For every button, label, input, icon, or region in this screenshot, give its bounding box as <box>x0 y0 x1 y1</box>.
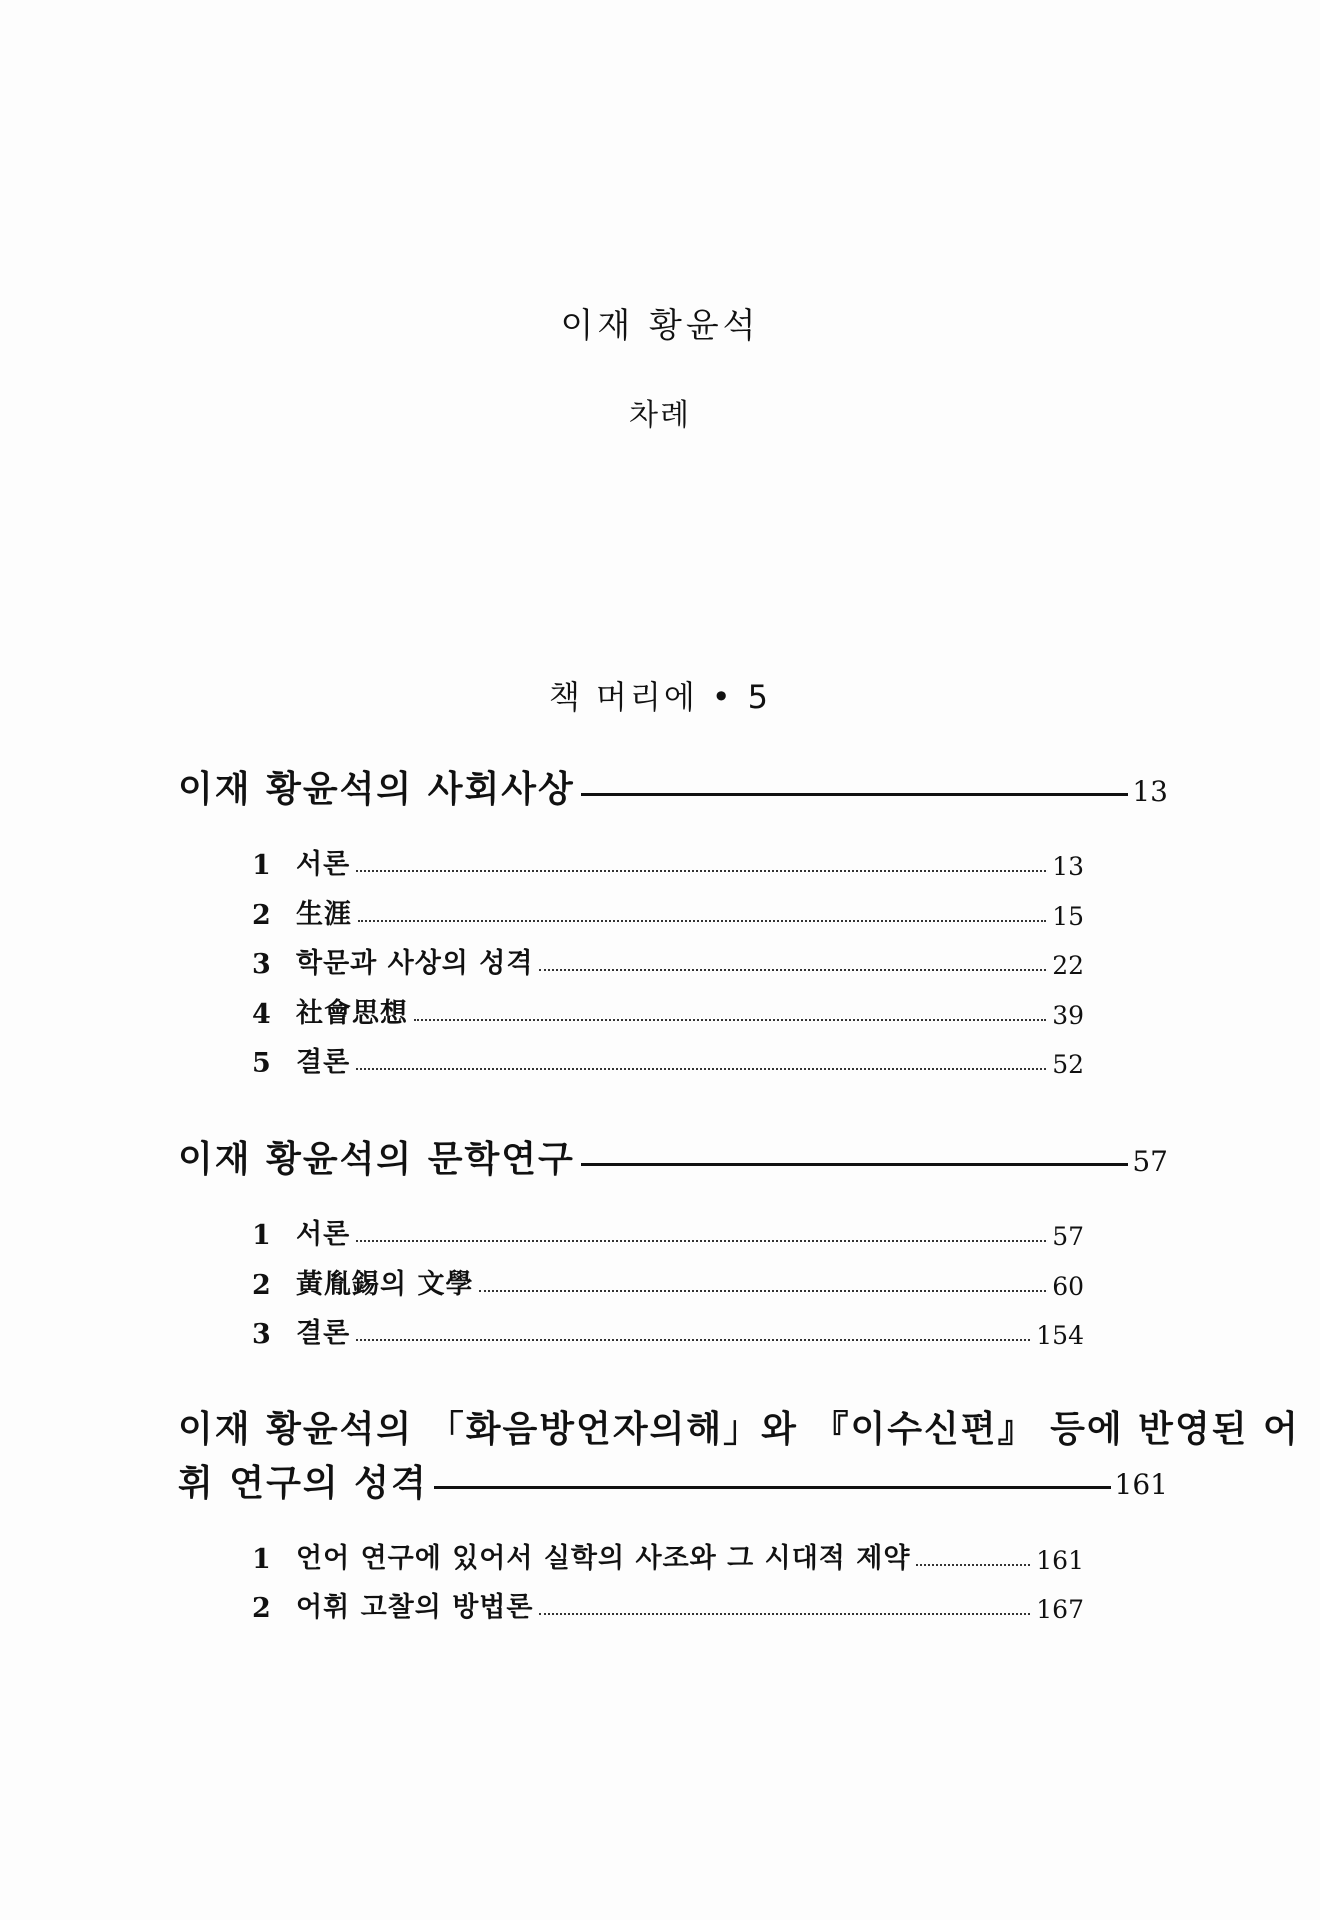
section-title-text: 이재 황윤석의 사회사상 <box>178 769 575 810</box>
entry-label: 언어 연구에 있어서 실학의 사조와 그 시대적 제약 <box>296 1542 911 1574</box>
toc-section-lexicon-study <box>178 1409 1300 1625</box>
toc-entry <box>252 980 1084 1030</box>
section-title-text: 이재 황윤석의 문학연구 <box>178 1139 575 1180</box>
toc-entry <box>252 1030 1084 1080</box>
toc-entry <box>252 1575 1084 1625</box>
toc-entry <box>252 1525 1084 1575</box>
entry-page: 52 <box>1052 1050 1084 1080</box>
toc-entry <box>252 1251 1084 1301</box>
entry-label: 社會思想 <box>296 997 408 1029</box>
entry-number: 5 <box>252 1048 271 1080</box>
dot-leader <box>414 1019 1046 1021</box>
dot-leader <box>356 1339 1030 1341</box>
entry-number: 2 <box>252 899 271 931</box>
entry-label: 生涯 <box>296 898 352 930</box>
section-page: 161 <box>1114 1468 1168 1502</box>
preface-page: 5 <box>747 678 772 716</box>
entry-page: 57 <box>1052 1222 1084 1252</box>
toc-entry <box>252 931 1084 981</box>
entry-page: 167 <box>1036 1595 1084 1625</box>
dot-leader <box>916 1564 1030 1566</box>
entry-label: 어휘 고찰의 방법론 <box>296 1592 534 1624</box>
toc-heading: 차례 <box>629 398 691 433</box>
preface-entry <box>0 672 1320 718</box>
entry-number: 1 <box>252 1220 271 1252</box>
entry-label: 결론 <box>296 1047 351 1079</box>
entry-label: 黃胤錫의 文學 <box>296 1268 474 1300</box>
section-title <box>178 770 1168 810</box>
section-entries <box>178 832 1084 1080</box>
dot-leader <box>358 920 1046 922</box>
book-title: 이재 황윤석 <box>560 306 760 346</box>
entry-page: 22 <box>1052 951 1084 981</box>
entry-label: 서론 <box>296 1219 351 1251</box>
toc-entry <box>252 1301 1084 1351</box>
dot-leader <box>356 1240 1046 1242</box>
dot-leader <box>479 1290 1046 1292</box>
entry-page: 154 <box>1036 1321 1084 1351</box>
section-entries <box>178 1202 1084 1351</box>
dot-leader <box>356 1068 1046 1070</box>
entry-number: 2 <box>252 1593 271 1625</box>
toc-section-literature <box>178 1140 1168 1350</box>
section-title <box>178 1140 1168 1180</box>
entry-label: 결론 <box>296 1318 351 1350</box>
dot-leader <box>356 870 1046 872</box>
toc-entry <box>252 1202 1084 1252</box>
entry-page: 60 <box>1052 1271 1084 1301</box>
section-page: 57 <box>1132 1144 1168 1178</box>
preface-separator: • <box>711 678 734 716</box>
entry-number: 2 <box>252 1269 271 1301</box>
leader-rule <box>581 793 1129 796</box>
entry-page: 161 <box>1036 1545 1084 1575</box>
entry-page: 13 <box>1052 852 1084 882</box>
section-page: 13 <box>1132 774 1168 808</box>
dot-leader <box>539 1613 1030 1615</box>
entry-number: 3 <box>252 949 271 981</box>
entry-page: 15 <box>1052 901 1084 931</box>
entry-number: 4 <box>252 998 271 1030</box>
leader-rule <box>581 1163 1129 1166</box>
entry-page: 39 <box>1052 1000 1084 1030</box>
entry-number: 1 <box>252 850 271 882</box>
entry-number: 3 <box>252 1319 271 1351</box>
toc-entry <box>252 832 1084 882</box>
toc-section-social-thought <box>178 770 1168 1079</box>
section-title-line1: 이재 황윤석의 「화음방언자의해」와 『이수신편』 등에 반영된 어 <box>178 1409 1300 1450</box>
entry-number: 1 <box>252 1543 271 1575</box>
leader-rule <box>434 1486 1111 1489</box>
toc-entry <box>252 881 1084 931</box>
entry-label: 학문과 사상의 성격 <box>296 948 534 980</box>
dot-leader <box>539 969 1046 971</box>
section-title-line2: 휘 연구의 성격 <box>178 1462 428 1504</box>
section-title <box>178 1409 1300 1504</box>
entry-label: 서론 <box>296 849 351 881</box>
section-title-line2-row <box>178 1464 1168 1504</box>
preface-label: 책 머리에 <box>548 678 698 716</box>
section-entries <box>178 1525 1084 1624</box>
